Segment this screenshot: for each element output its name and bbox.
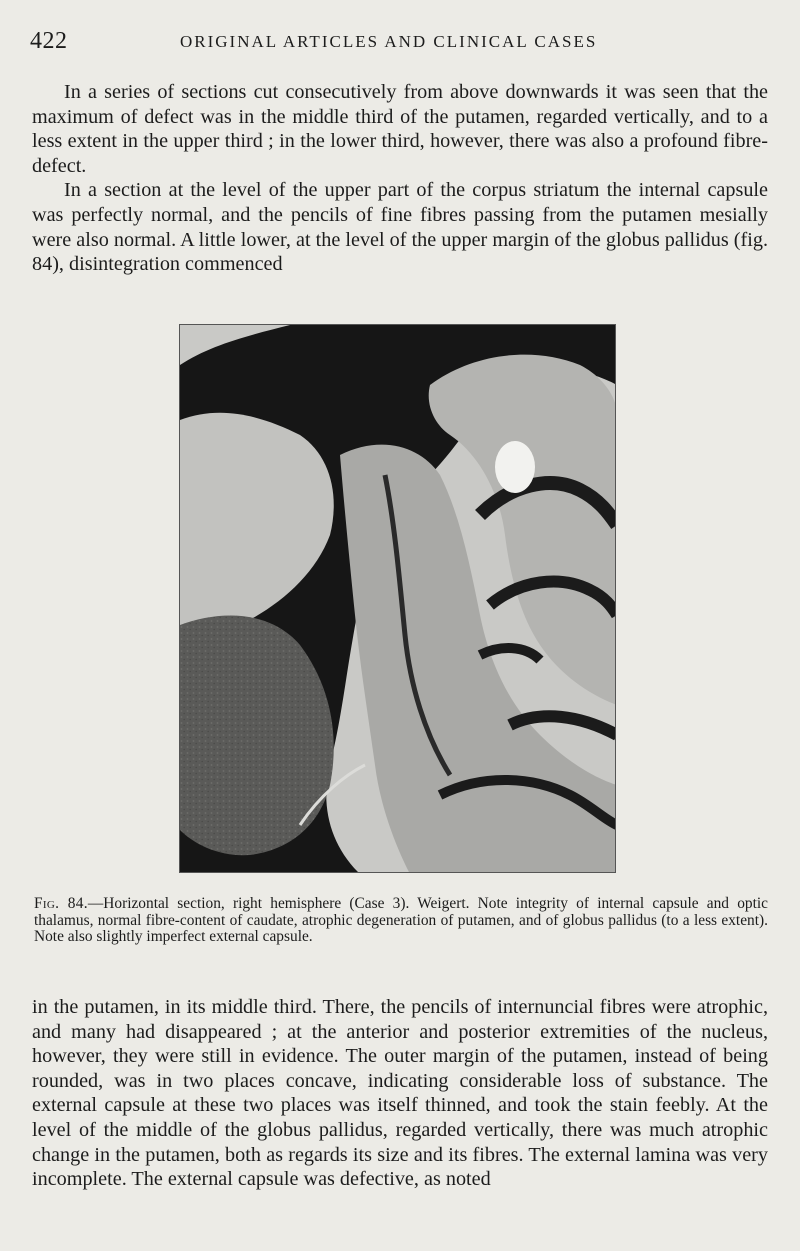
page-header [30,26,775,60]
paragraph: In a series of sections cut consecutively from above downwards it was seen that the maximum of defect was in the middle third of the putamen, regarded vertically, and to a less extent in the upper third ; in the lower third, however, there was also a profound fibre-defect. [32,81,768,177]
running-head: ORIGINAL ARTICLES AND CLINICAL CASES [180,32,598,51]
figure-caption-text: —Horizontal section, right hemisphere (Case 3). Weigert. Note integrity of internal capsule and optic thalamus, normal fibre-content of caudate, atrophic degeneration of putamen, and of globus pallidus (to a less extent). Note also slightly imperfect external capsule. [34,895,768,945]
body-text-top [32,80,768,277]
paragraph: In a section at the level of the upper part of the corpus striatum the internal capsule was perfectly normal, and the pencils of fine fibres passing from the putamen mesially were also normal. A little lower, at the level of the upper margin of the globus pallidus (fig. 84), disintegration commenced [32,179,768,276]
body-text-bottom [32,995,768,1192]
paragraph: in the putamen, in its middle third. There, the pencils of internuncial fibres were atrophic, and many had disappeared ; at the anterior and posterior extremities of the nucleus, however, they were still in evidence. The outer margin of the putamen, instead of being rounded, was in two places concave, indicating considerable loss of substance. The external capsule at these two places was itself thinned, and took the stain feebly. At the level of the middle of the globus pallidus, regarded vertically, there was much atrophic change in the putamen, both as regards its size and its fibres. The external lamina was very incomplete. The external capsule was defective, as noted [32,996,768,1191]
brain-section-image [180,325,616,873]
figure-caption [34,896,768,946]
figure-label: Fig. 84. [34,895,88,912]
figure-84-brain-section [179,324,616,873]
page-number: 422 [30,28,68,54]
